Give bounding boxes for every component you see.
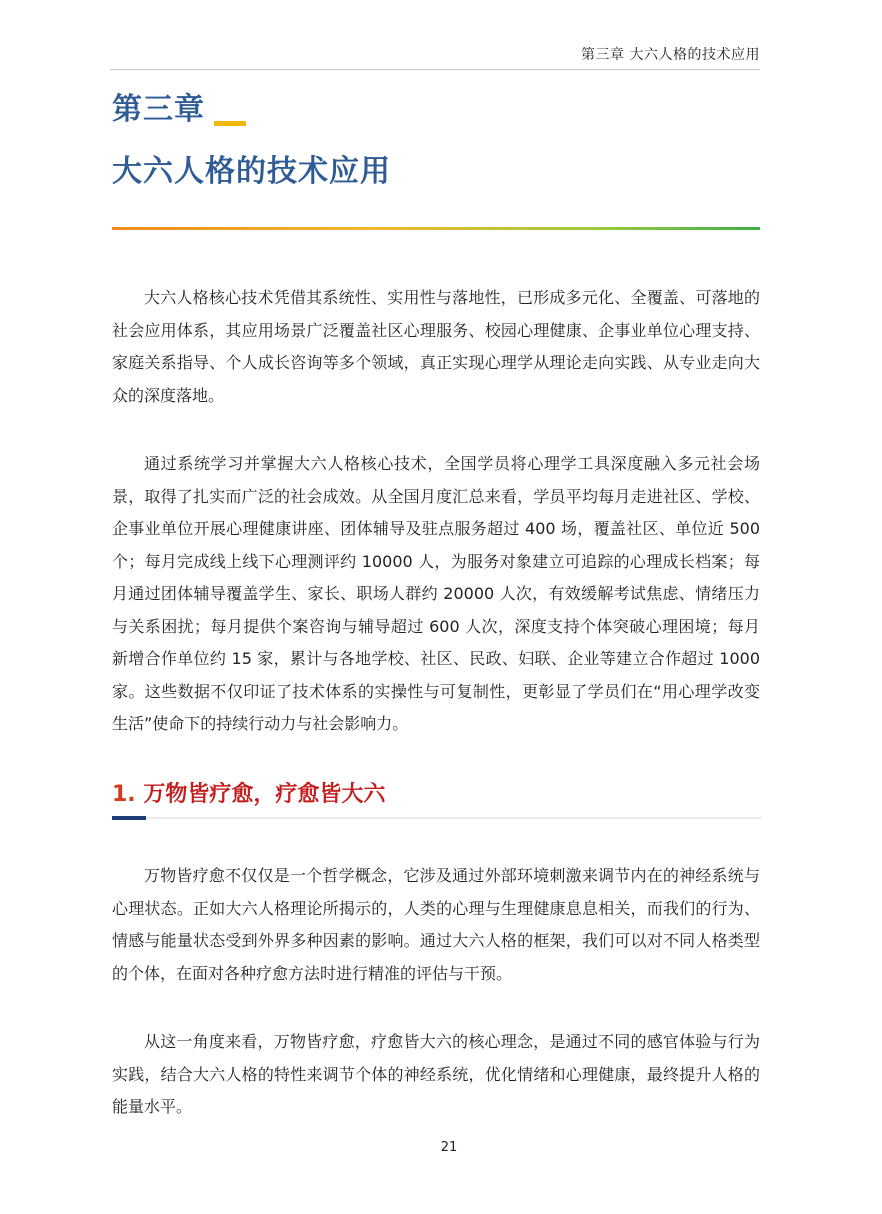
- body-paragraph-2: 通过系统学习并掌握大六人格核心技术，全国学员将心理学工具深度融入多元社会场景，取得了扎实而广泛的社会成效。从全国月度汇总来看，学员平均每月走进社区、学校、企事业单位开展心理健康讲座、团体辅导及驻点服务超过 400 场，覆盖社区、单位近 500 个；每月完成线上线下心理测评约 10000 人，为服务对象建立可追踪的心理成长档案；每月通过团体辅导覆盖学生、家长、职场人群约 20000 人次，有效缓解考试焦虑、情绪压力与关系困扰；每月提供个案咨询与辅导超过 600 人次，深度支持个体突破心理困境；每月新增合作单位约 15 家，累计与各地学校、社区、民政、妇联、企业等建立合作超过 1000 家。这些数据不仅印证了技术体系的实操性与可复制性，更彰显了学员们在“用心理学改变生活”使命下的持续行动力与社会影响力。: [112, 454, 760, 733]
- section-divider: [112, 817, 762, 819]
- chapter-accent-dash: [214, 121, 246, 126]
- chapter-gradient-rule: [112, 227, 760, 230]
- header-divider: [110, 69, 760, 70]
- section-divider-accent: [112, 816, 146, 820]
- section-heading: [112, 778, 385, 812]
- page-number: 21: [440, 1140, 458, 1155]
- section-paragraph-2: 从这一角度来看，万物皆疗愈，疗愈皆大六的核心理念，是通过不同的感官体验与行为实践，结合大六人格的特性来调节个体的神经系统，优化情绪和心理健康，最终提升人格的能量水平。: [112, 1032, 760, 1116]
- section-paragraph-1: 万物皆疗愈不仅仅是一个哲学概念，它涉及通过外部环境刺激来调节内在的神经系统与心理状态。正如大六人格理论所揭示的，人类的心理与生理健康息息相关，而我们的行为、情感与能量状态受到外界多种因素的影响。通过大六人格的框架，我们可以对不同人格类型的个体，在面对各种疗愈方法时进行精准的评估与干预。: [112, 866, 760, 983]
- section-title: 万物皆疗愈，疗愈皆大六: [143, 782, 386, 807]
- running-header: 第三章 大六人格的技术应用: [581, 47, 760, 63]
- chapter-number: 第三章: [112, 92, 205, 127]
- section-number: 1.: [112, 782, 136, 807]
- chapter-title: 大六人格的技术应用: [112, 154, 391, 189]
- body-paragraph-1: 大六人格核心技术凭借其系统性、实用性与落地性，已形成多元化、全覆盖、可落地的社会应用体系，其应用场景广泛覆盖社区心理服务、校园心理健康、企事业单位心理支持、家庭关系指导、个人成长咨询等多个领域，真正实现心理学从理论走向实践、从专业走向大众的深度落地。: [112, 288, 760, 405]
